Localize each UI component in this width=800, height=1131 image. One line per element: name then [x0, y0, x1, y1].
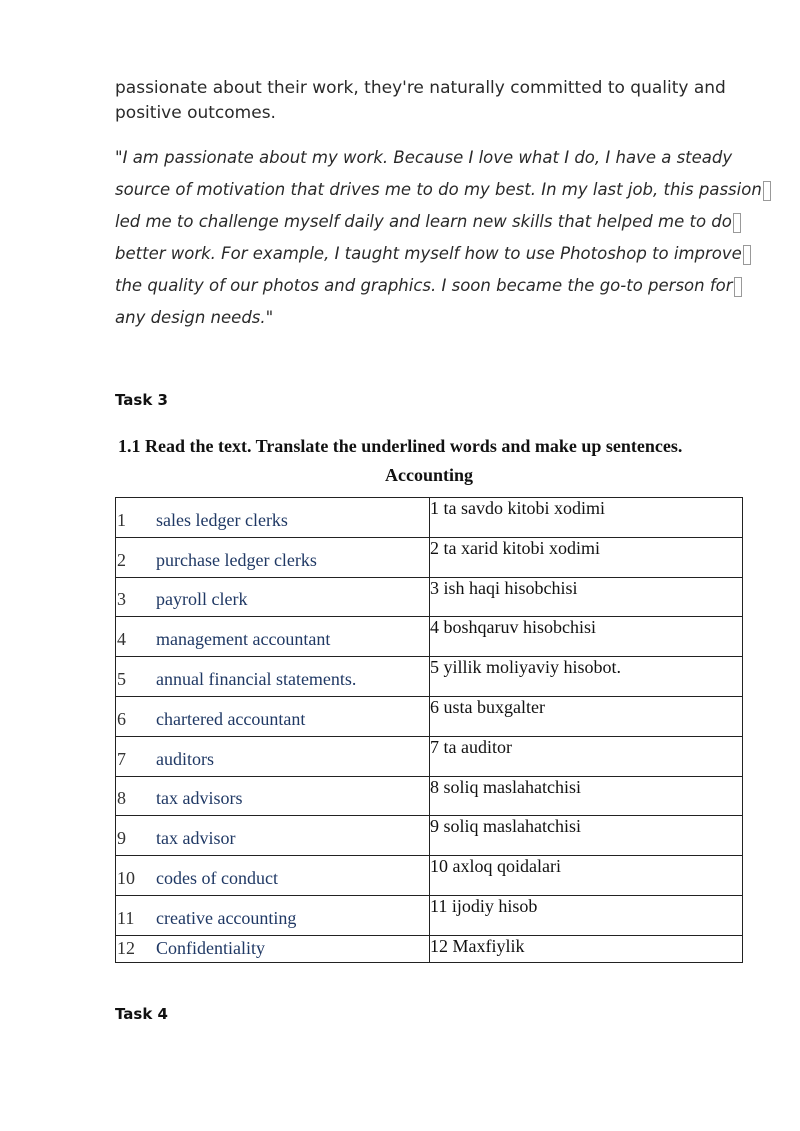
intro-line: passionate about their work, they're naturally committed to quality and	[115, 78, 726, 98]
table-row	[116, 498, 743, 538]
term-cell	[116, 816, 430, 856]
row-number: 4	[117, 629, 126, 650]
table-row	[116, 935, 743, 962]
translation-cell: 9 soliq maslahatchisi	[430, 816, 743, 856]
vocabulary-table	[115, 497, 743, 963]
task3-instruction: 1.1 Read the text. Translate the underlined words and make up sentences.	[118, 436, 683, 456]
row-number: 2	[117, 549, 126, 570]
term-cell	[116, 935, 430, 962]
row-number: 8	[117, 788, 126, 809]
english-term: payroll clerk	[156, 589, 248, 610]
quote-line: "I am passionate about my work. Because I love what I do, I have a steady	[115, 148, 733, 167]
english-term: sales ledger clerks	[156, 509, 288, 530]
term-cell	[116, 617, 430, 657]
translation-cell: 6 usta buxgalter	[430, 696, 743, 736]
missing-glyph-box	[743, 245, 751, 265]
english-term: chartered accountant	[156, 708, 306, 729]
quote-line: led me to challenge myself daily and learn new skills that helped me to do	[115, 207, 755, 239]
table-row	[116, 776, 743, 816]
table-row	[116, 657, 743, 697]
term-cell	[116, 577, 430, 617]
row-number: 1	[117, 509, 126, 530]
row-number: 5	[117, 669, 126, 690]
english-term: Confidentiality	[156, 938, 265, 959]
intro-paragraph	[115, 76, 735, 126]
table-row	[116, 577, 743, 617]
english-term: creative accounting	[156, 907, 297, 928]
translation-cell: 2 ta xarid kitobi xodimi	[430, 537, 743, 577]
english-term: purchase ledger clerks	[156, 549, 317, 570]
english-term: tax advisor	[156, 828, 236, 849]
translation-cell: 4 boshqaruv hisobchisi	[430, 617, 743, 657]
table-row	[116, 816, 743, 856]
term-cell	[116, 657, 430, 697]
term-cell	[116, 537, 430, 577]
missing-glyph-box	[733, 213, 741, 233]
table-title: Accounting	[384, 465, 473, 485]
intro-line: positive outcomes.	[115, 103, 276, 123]
translation-cell: 8 soliq maslahatchisi	[430, 776, 743, 816]
table-row	[116, 856, 743, 896]
row-number: 6	[117, 708, 126, 729]
term-cell	[116, 776, 430, 816]
english-term: annual financial statements.	[156, 669, 357, 690]
row-number: 11	[117, 907, 135, 928]
term-cell	[116, 856, 430, 896]
quote-block	[115, 143, 762, 335]
quote-line: better work. For example, I taught myself how to use Photoshop to improve	[115, 239, 755, 271]
quote-line: any design needs."	[115, 308, 274, 327]
quote-line: source of motivation that drives me to do my best. In my last job, this passion	[115, 175, 755, 207]
translation-cell: 7 ta auditor	[430, 736, 743, 776]
translation-cell: 5 yillik moliyaviy hisobot.	[430, 657, 743, 697]
term-cell	[116, 736, 430, 776]
row-number: 12	[117, 938, 135, 959]
term-cell	[116, 498, 430, 538]
task4-heading: Task 4	[115, 1005, 168, 1023]
row-number: 7	[117, 748, 126, 769]
table-row	[116, 617, 743, 657]
task3-heading: Task 3	[115, 391, 168, 409]
table-row	[116, 895, 743, 935]
english-term: management accountant	[156, 629, 331, 650]
missing-glyph-box	[763, 181, 771, 201]
translation-cell: 10 axloq qoidalari	[430, 856, 743, 896]
translation-cell: 11 ijodiy hisob	[430, 895, 743, 935]
translation-cell: 1 ta savdo kitobi xodimi	[430, 498, 743, 538]
english-term: codes of conduct	[156, 868, 278, 889]
quote-line: the quality of our photos and graphics. I soon became the go-to person for	[115, 271, 755, 303]
english-term: auditors	[156, 748, 214, 769]
term-cell	[116, 895, 430, 935]
english-term: tax advisors	[156, 788, 243, 809]
table-row	[116, 736, 743, 776]
missing-glyph-box	[734, 277, 742, 297]
table-row	[116, 537, 743, 577]
table-row	[116, 696, 743, 736]
translation-cell: 12 Maxfiylik	[430, 935, 743, 962]
row-number: 10	[117, 868, 135, 889]
translation-cell: 3 ish haqi hisobchisi	[430, 577, 743, 617]
row-number: 3	[117, 589, 126, 610]
term-cell	[116, 696, 430, 736]
row-number: 9	[117, 828, 126, 849]
